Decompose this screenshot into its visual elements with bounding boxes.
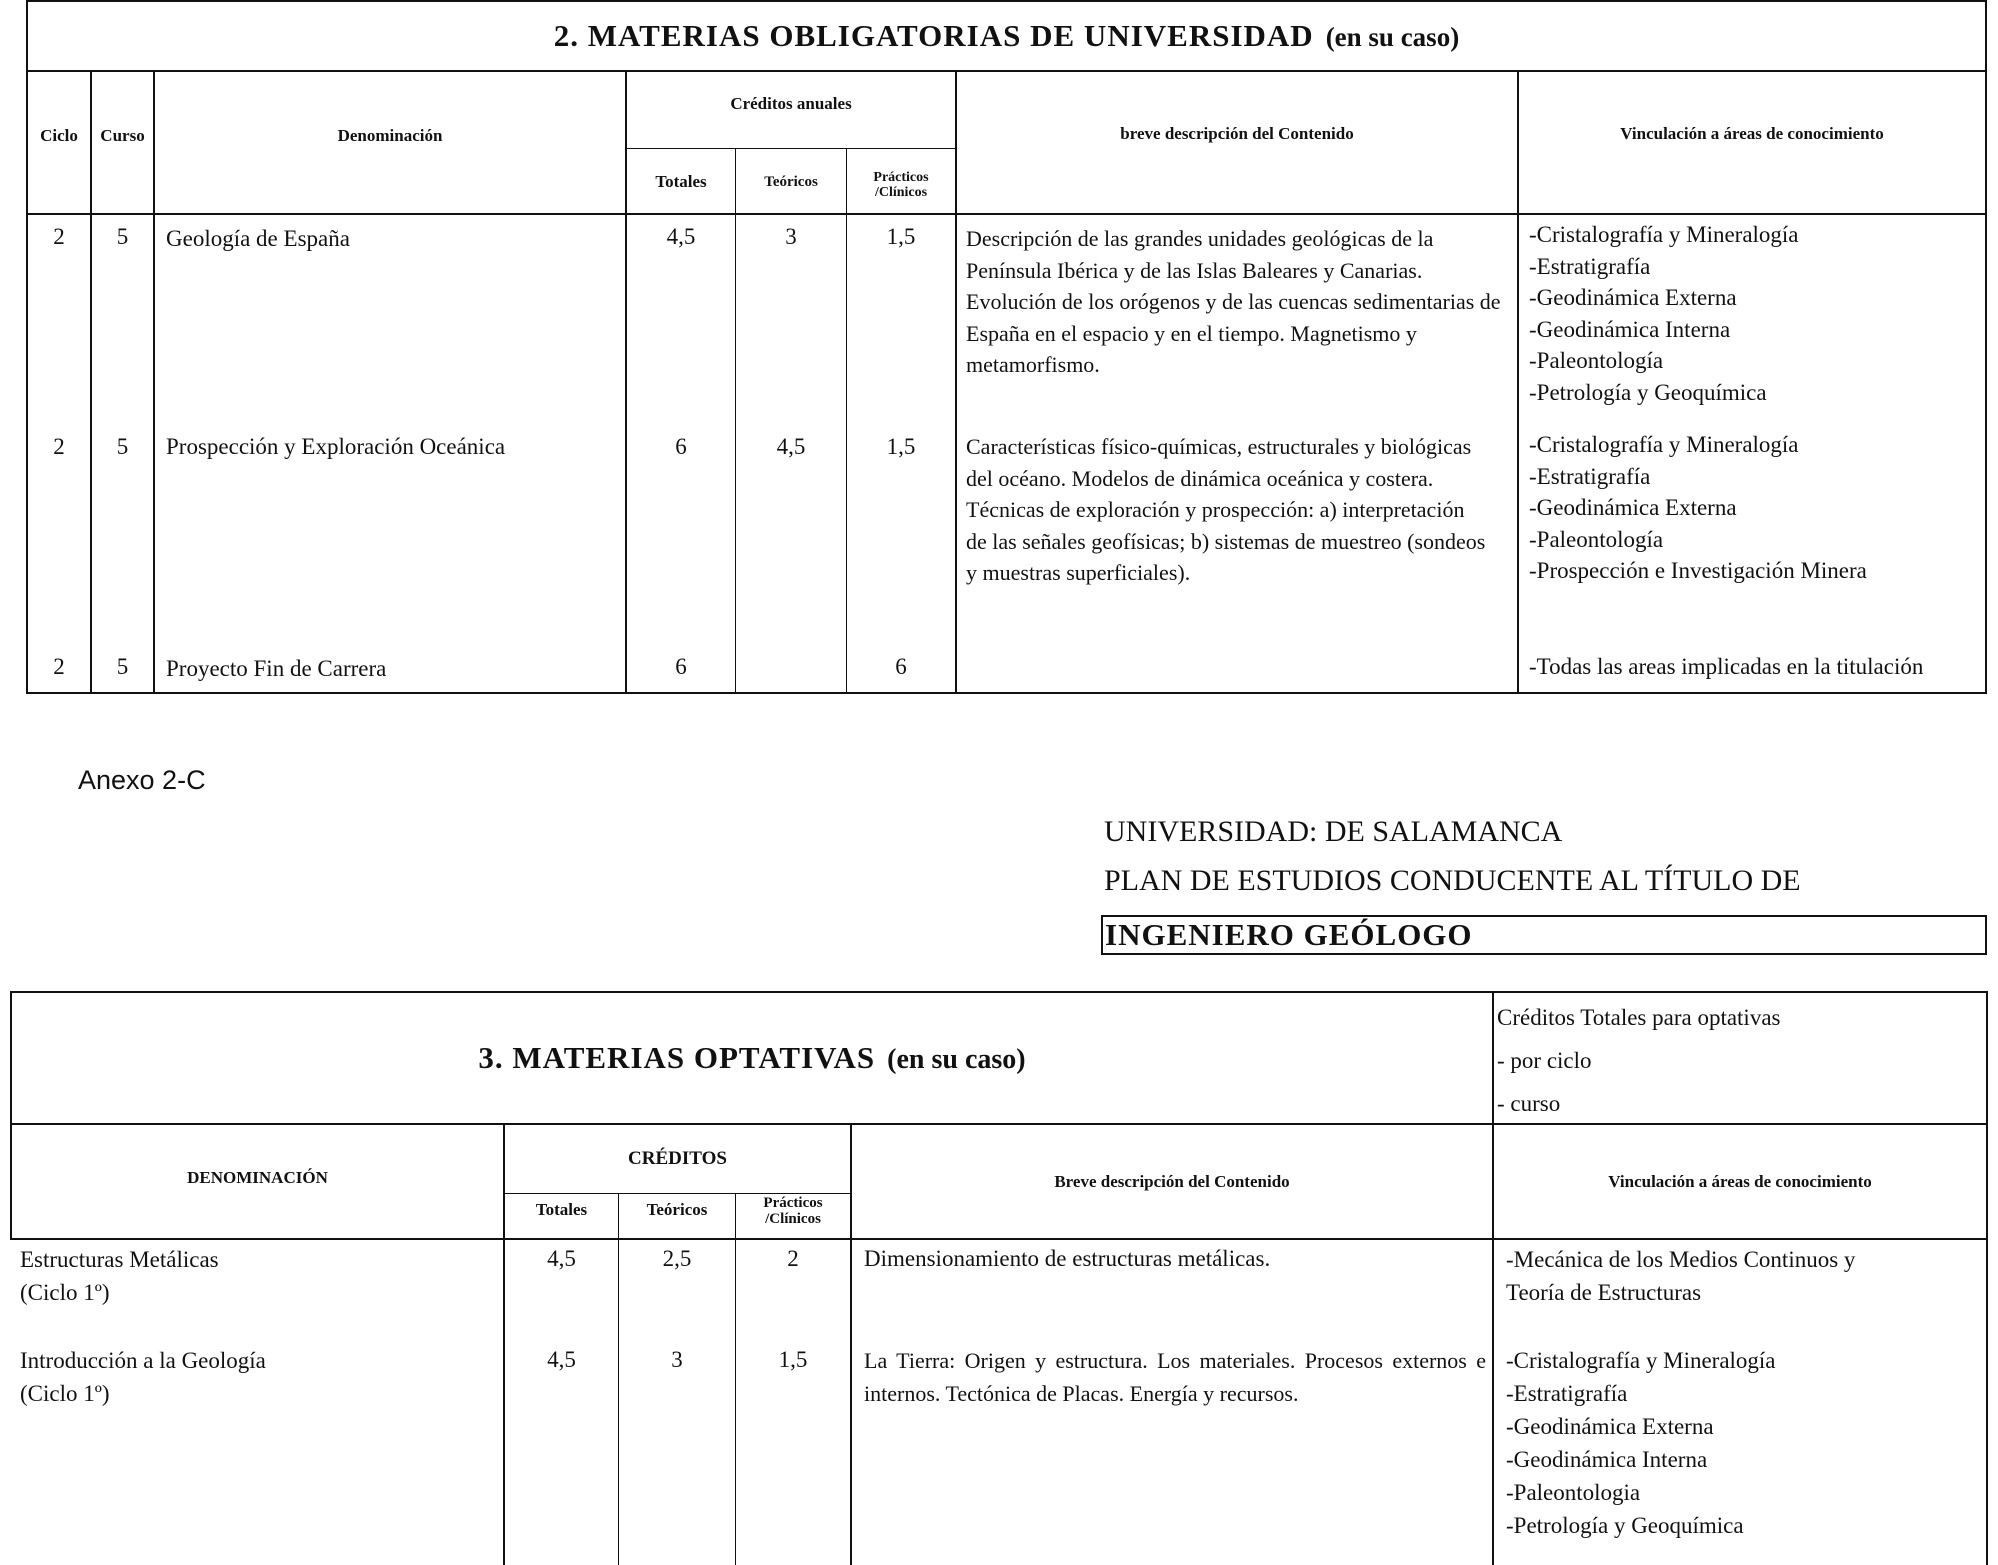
degree-title: INGENIERO GEÓLOGO bbox=[1105, 917, 1473, 952]
opt-row2-teoricos: 3 bbox=[671, 1347, 683, 1372]
header-descripcion: breve descripción del Contenido bbox=[1120, 124, 1354, 143]
header-creditos-anuales: Créditos anuales bbox=[730, 94, 852, 113]
row3-totales: 6 bbox=[675, 654, 687, 679]
header2-creditos: CRÉDITOS bbox=[628, 1148, 727, 1169]
header2-teoricos: Teóricos bbox=[646, 1200, 708, 1219]
header-ciclo: Ciclo bbox=[40, 126, 78, 145]
row1-curso: 5 bbox=[116, 224, 129, 249]
row1-teoricos: 3 bbox=[785, 224, 797, 249]
header-denominacion: Denominación bbox=[337, 126, 443, 145]
table2-title: 3. MATERIAS OPTATIVAS (en su caso) bbox=[478, 1040, 1026, 1075]
annex-label: Anexo 2-C bbox=[78, 765, 206, 795]
row2-curso: 5 bbox=[116, 434, 129, 459]
row2-totales: 6 bbox=[675, 434, 687, 459]
row2-descripcion: Características físico-químicas, estructurales y biológicas del océano. Modelos de dinámica oceánica y costera. Técnicas de exploración y prospección: a) interpretación de las señales geofísicas; b) sistemas de muestreo (sondeos y muestras superficiales). bbox=[966, 434, 1486, 585]
row1-areas: -Cristalografía y Mineralogía -Estratigrafía -Geodinámica Externa -Geodinámica Interna -Paleontología -Petrología y Geoquímica bbox=[1529, 222, 1799, 405]
opt-row2-areas: -Cristalografía y Mineralogía -Estratigrafía -Geodinámica Externa -Geodinámica Interna -Paleontologia -Petrología y Geoquímica bbox=[1506, 1348, 1776, 1538]
row1-ciclo: 2 bbox=[53, 224, 65, 249]
row1-practicos: 1,5 bbox=[886, 224, 916, 249]
row3-denominacion: Proyecto Fin de Carrera bbox=[166, 656, 387, 681]
degree-title-box bbox=[1101, 915, 1987, 955]
row1-totales: 4,5 bbox=[666, 224, 696, 249]
row3-areas: -Todas las areas implicadas en la titulación bbox=[1529, 654, 1924, 679]
table1-title: 2. MATERIAS OBLIGATORIAS DE UNIVERSIDAD (en su caso) bbox=[553, 18, 1460, 53]
header-curso: Curso bbox=[100, 126, 145, 145]
row2-denominacion: Prospección y Exploración Oceánica bbox=[166, 434, 506, 459]
header-practicos: Prácticos /Clínicos bbox=[873, 170, 929, 200]
opt-row1-descripcion: Dimensionamiento de estructuras metálicas. bbox=[864, 1246, 1271, 1271]
opt-row2-totales: 4,5 bbox=[547, 1347, 576, 1372]
row2-teoricos: 4,5 bbox=[776, 434, 806, 459]
header2-descripcion: Breve descripción del Contenido bbox=[1054, 1172, 1290, 1191]
header-totales: Totales bbox=[655, 172, 707, 191]
row3-ciclo: 2 bbox=[53, 654, 65, 679]
plan-line: PLAN DE ESTUDIOS CONDUCENTE AL TÍTULO DE bbox=[1104, 864, 1801, 897]
header2-practicos: Prácticos /Clínicos bbox=[763, 1195, 823, 1227]
row2-practicos: 1,5 bbox=[886, 434, 916, 459]
opt-row2-practicos: 1,5 bbox=[778, 1347, 808, 1372]
opt-row1-areas: -Mecánica de los Medios Continuos y Teoría de Estructuras bbox=[1506, 1247, 1856, 1305]
header-teoricos: Teóricos bbox=[764, 174, 818, 190]
header2-denominacion: DENOMINACIÓN bbox=[187, 1168, 328, 1187]
credits-box: Créditos Totales para optativas - por ciclo - curso bbox=[1497, 1005, 1781, 1116]
header2-totales: Totales bbox=[535, 1200, 588, 1219]
header-vinculacion: Vinculación a áreas de conocimiento bbox=[1620, 124, 1884, 143]
opt-row1-totales: 4,5 bbox=[547, 1246, 576, 1271]
opt-row1-teoricos: 2,5 bbox=[662, 1246, 692, 1271]
opt-row2-descripcion: La Tierra: Origen y estructura. Los materiales. Procesos externos e internos. Tectónica de Placas. Energía y recursos. bbox=[864, 1348, 1486, 1406]
university-line: UNIVERSIDAD: DE SALAMANCA bbox=[1104, 815, 1563, 848]
row2-ciclo: 2 bbox=[53, 434, 65, 459]
row1-denominacion: Geología de España bbox=[166, 226, 350, 251]
opt-row1-practicos: 2 bbox=[787, 1246, 799, 1271]
header2-vinculacion: Vinculación a áreas de conocimiento bbox=[1608, 1172, 1872, 1191]
row3-curso: 5 bbox=[116, 654, 129, 679]
row2-areas: -Cristalografía y Mineralogía -Estratigrafía -Geodinámica Externa -Paleontología -Prospección e Investigación Minera bbox=[1529, 432, 1867, 583]
opt-row2-denominacion: Introducción a la Geología (Ciclo 1º) bbox=[20, 1348, 266, 1406]
opt-row1-denominacion: Estructuras Metálicas (Ciclo 1º) bbox=[20, 1247, 219, 1305]
row3-practicos: 6 bbox=[895, 654, 907, 679]
row1-descripcion: Descripción de las grandes unidades geológicas de la Península Ibérica y de las Islas Baleares y Canarias. Evolución de los orógenos y de las cuencas sedimentarias de España en el espacio y en el tiempo. Magnetismo y metamorfismo. bbox=[966, 226, 1501, 377]
